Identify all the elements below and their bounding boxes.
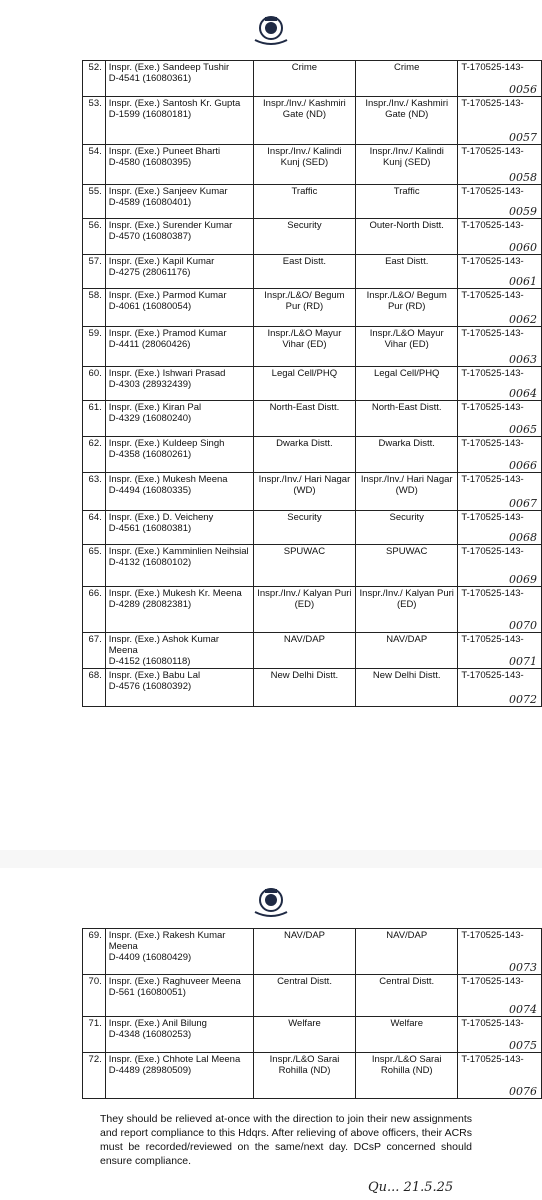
order-code — [458, 289, 542, 327]
table-row — [83, 545, 542, 587]
order-code — [458, 401, 542, 437]
order-code-text: T-170525-143- — [461, 1054, 524, 1065]
order-code — [458, 185, 542, 219]
table-row — [83, 929, 542, 975]
order-code-text: T-170525-143- — [461, 930, 524, 941]
officer-id-line: D-4541 (16080361) — [108, 73, 192, 84]
new-posting: Crime — [356, 61, 458, 97]
officer-name — [105, 473, 253, 511]
officer-id-line: D-4494 (16080335) — [108, 485, 192, 496]
table-row — [83, 97, 542, 145]
present-posting: Crime — [253, 61, 355, 97]
table-row — [83, 289, 542, 327]
handwritten-number: 0059 — [509, 205, 537, 218]
order-code — [458, 145, 542, 185]
officer-name — [105, 219, 253, 255]
officer-name — [105, 669, 253, 707]
officer-name-line: Inspr. (Exe.) Parmod Kumar — [108, 290, 227, 301]
table-row — [83, 401, 542, 437]
order-code — [458, 97, 542, 145]
order-code-text: T-170525-143- — [461, 588, 524, 599]
officer-name-line: Inspr. (Exe.) Ashok Kumar Meena — [108, 634, 220, 656]
order-code-text: T-170525-143- — [461, 474, 524, 485]
officer-name-line: Inspr. (Exe.) Kuldeep Singh — [108, 438, 225, 449]
order-code-text: T-170525-143- — [461, 186, 524, 197]
officer-name — [105, 97, 253, 145]
serial-number: 67. — [83, 633, 106, 669]
order-code-text: T-170525-143- — [461, 512, 524, 523]
police-emblem-icon — [251, 14, 291, 48]
handwritten-number: 0076 — [509, 1085, 537, 1098]
officer-id-line: D-4411 (28060426) — [108, 339, 191, 350]
officer-id-line: D-561 (16080051) — [108, 987, 186, 998]
officer-id-line: D-4329 (16080240) — [108, 413, 192, 424]
table-row — [83, 633, 542, 669]
order-code — [458, 511, 542, 545]
officer-name-line: Inspr. (Exe.) D. Veicheny — [108, 512, 214, 523]
handwritten-number: 0062 — [509, 313, 537, 326]
officer-id-line: D-4132 (16080102) — [108, 557, 192, 568]
table-row — [83, 61, 542, 97]
serial-number: 60. — [83, 367, 106, 401]
officer-name-line: Inspr. (Exe.) Mukesh Meena — [108, 474, 228, 485]
handwritten-number: 0075 — [509, 1039, 537, 1052]
handwritten-number: 0070 — [509, 619, 537, 632]
order-code-text: T-170525-143- — [461, 98, 524, 109]
table-row — [83, 511, 542, 545]
present-posting: East Distt. — [253, 255, 355, 289]
new-posting: Traffic — [356, 185, 458, 219]
new-posting: East Distt. — [356, 255, 458, 289]
officer-id-line: D-4289 (28082381) — [108, 599, 192, 610]
page-gap — [0, 850, 542, 868]
order-code — [458, 669, 542, 707]
new-posting: Inspr./Inv./ Hari Nagar (WD) — [356, 473, 458, 511]
officer-name-line: Inspr. (Exe.) Puneet Bharti — [108, 146, 221, 157]
officer-id-line: D-1599 (16080181) — [108, 109, 192, 120]
closing-instruction: They should be relieved at-once with the direction to join their new assignments and report compliance to this Hdqrs. After relieving of above officers, their ACRs must be recorded/reviewed on the same/next day. DCsP concerned should ensure compliance. — [100, 1113, 472, 1167]
serial-number: 55. — [83, 185, 106, 219]
table-row — [83, 145, 542, 185]
handwritten-number: 0060 — [509, 241, 537, 254]
handwritten-number: 0063 — [509, 353, 537, 366]
officer-name — [105, 975, 253, 1017]
table-row — [83, 669, 542, 707]
officer-id-line: D-4275 (28061176) — [108, 267, 191, 278]
officer-name — [105, 367, 253, 401]
table-row — [83, 1017, 542, 1053]
handwritten-number: 0061 — [509, 275, 537, 288]
new-posting: Outer-North Distt. — [356, 219, 458, 255]
new-posting: NAV/DAP — [356, 929, 458, 975]
order-code — [458, 255, 542, 289]
officer-name — [105, 185, 253, 219]
present-posting: Dwarka Distt. — [253, 437, 355, 473]
posting-table-page-1 — [82, 60, 542, 707]
handwritten-number: 0068 — [509, 531, 537, 544]
table-row — [83, 437, 542, 473]
present-posting: Inspr./Inv./ Kashmiri Gate (ND) — [253, 97, 355, 145]
serial-number: 70. — [83, 975, 106, 1017]
officer-name — [105, 929, 253, 975]
present-posting: Welfare — [253, 1017, 355, 1053]
officer-name — [105, 633, 253, 669]
officer-name-line: Inspr. (Exe.) Sandeep Tushir — [108, 62, 230, 73]
order-code — [458, 473, 542, 511]
table-row — [83, 975, 542, 1017]
order-code — [458, 1053, 542, 1099]
present-posting: Central Distt. — [253, 975, 355, 1017]
serial-number: 63. — [83, 473, 106, 511]
order-code — [458, 545, 542, 587]
present-posting: SPUWAC — [253, 545, 355, 587]
table-row — [83, 255, 542, 289]
new-posting: Inspr./L&O/ Begum Pur (RD) — [356, 289, 458, 327]
present-posting: North-East Distt. — [253, 401, 355, 437]
officer-id-line: D-4303 (28932439) — [108, 379, 192, 390]
new-posting: Inspr./Inv./ Kalyan Puri (ED) — [356, 587, 458, 633]
officer-name-line: Inspr. (Exe.) Anil Bilung — [108, 1018, 207, 1029]
order-code — [458, 1017, 542, 1053]
serial-number: 59. — [83, 327, 106, 367]
handwritten-number: 0056 — [509, 83, 537, 96]
serial-number: 57. — [83, 255, 106, 289]
officer-name — [105, 327, 253, 367]
serial-number: 62. — [83, 437, 106, 473]
present-posting: Security — [253, 511, 355, 545]
table-row — [83, 473, 542, 511]
officer-name — [105, 511, 253, 545]
officer-name-line: Inspr. (Exe.) Kapil Kumar — [108, 256, 215, 267]
order-code — [458, 219, 542, 255]
handwritten-number: 0074 — [509, 1003, 537, 1016]
order-code-text: T-170525-143- — [461, 146, 524, 157]
serial-number: 69. — [83, 929, 106, 975]
officer-id-line: D-4061 (16080054) — [108, 301, 192, 312]
serial-number: 61. — [83, 401, 106, 437]
officer-name — [105, 1017, 253, 1053]
serial-number: 68. — [83, 669, 106, 707]
handwritten-number: 0073 — [509, 961, 537, 974]
new-posting: Legal Cell/PHQ — [356, 367, 458, 401]
officer-name-line: Inspr. (Exe.) Pramod Kumar — [108, 328, 227, 339]
order-code-text: T-170525-143- — [461, 368, 524, 379]
order-code — [458, 437, 542, 473]
officer-id-line: D-4589 (16080401) — [108, 197, 192, 208]
table-row — [83, 1053, 542, 1099]
table-row — [83, 587, 542, 633]
officer-id-line: D-4409 (16080429) — [108, 952, 192, 963]
present-posting: NAV/DAP — [253, 929, 355, 975]
officer-name — [105, 587, 253, 633]
new-posting: Dwarka Distt. — [356, 437, 458, 473]
new-posting: Inspr./Inv./ Kalindi Kunj (SED) — [356, 145, 458, 185]
handwritten-signature: Qu... 21.5.25 — [368, 1180, 454, 1195]
handwritten-number: 0066 — [509, 459, 537, 472]
order-code-text: T-170525-143- — [461, 976, 524, 987]
order-code — [458, 367, 542, 401]
order-code-text: T-170525-143- — [461, 402, 524, 413]
present-posting: Inspr./Inv./ Hari Nagar (WD) — [253, 473, 355, 511]
order-code-text: T-170525-143- — [461, 1018, 524, 1029]
officer-id-line: D-4358 (16080261) — [108, 449, 192, 460]
officer-name-line: Inspr. (Exe.) Surender Kumar — [108, 220, 233, 231]
present-posting: Traffic — [253, 185, 355, 219]
order-code-text: T-170525-143- — [461, 220, 524, 231]
serial-number: 58. — [83, 289, 106, 327]
officer-name — [105, 437, 253, 473]
officer-name — [105, 289, 253, 327]
order-code-text: T-170525-143- — [461, 670, 524, 681]
new-posting: Central Distt. — [356, 975, 458, 1017]
new-posting: New Delhi Distt. — [356, 669, 458, 707]
new-posting: Welfare — [356, 1017, 458, 1053]
present-posting: Inspr./L&O/ Begum Pur (RD) — [253, 289, 355, 327]
table-row — [83, 327, 542, 367]
new-posting: Security — [356, 511, 458, 545]
order-code — [458, 975, 542, 1017]
order-code-text: T-170525-143- — [461, 546, 524, 557]
serial-number: 52. — [83, 61, 106, 97]
officer-name — [105, 1053, 253, 1099]
handwritten-number: 0072 — [509, 693, 537, 706]
order-code — [458, 587, 542, 633]
officer-name-line: Inspr. (Exe.) Raghuveer Meena — [108, 976, 241, 987]
present-posting: Security — [253, 219, 355, 255]
officer-name — [105, 61, 253, 97]
officer-name-line: Inspr. (Exe.) Chhote Lal Meena — [108, 1054, 241, 1065]
new-posting: Inspr./L&O Sarai Rohilla (ND) — [356, 1053, 458, 1099]
order-code-text: T-170525-143- — [461, 290, 524, 301]
order-code-text: T-170525-143- — [461, 62, 524, 73]
handwritten-number: 0058 — [509, 171, 537, 184]
table-row — [83, 367, 542, 401]
handwritten-number: 0064 — [509, 387, 537, 400]
serial-number: 53. — [83, 97, 106, 145]
handwritten-number: 0065 — [509, 423, 537, 436]
officer-id-line: D-4576 (16080392) — [108, 681, 192, 692]
present-posting: Inspr./L&O Mayur Vihar (ED) — [253, 327, 355, 367]
officer-id-line: D-4580 (16080395) — [108, 157, 192, 168]
officer-name-line: Inspr. (Exe.) Rakesh Kumar Meena — [108, 930, 226, 952]
serial-number: 64. — [83, 511, 106, 545]
handwritten-number: 0071 — [509, 655, 537, 668]
officer-id-line: D-4561 (16080381) — [108, 523, 192, 534]
officer-id-line: D-4152 (16080118) — [108, 656, 191, 667]
order-code-text: T-170525-143- — [461, 328, 524, 339]
officer-id-line: D-4570 (16080387) — [108, 231, 192, 242]
handwritten-number: 0067 — [509, 497, 537, 510]
handwritten-number: 0057 — [509, 131, 537, 144]
officer-name-line: Inspr. (Exe.) Babu Lal — [108, 670, 201, 681]
present-posting: Inspr./Inv./ Kalyan Puri (ED) — [253, 587, 355, 633]
order-code — [458, 929, 542, 975]
posting-table-page-2 — [82, 928, 542, 1099]
serial-number: 71. — [83, 1017, 106, 1053]
officer-id-line: D-4489 (28980509) — [108, 1065, 192, 1076]
officer-id-line: D-4348 (16080253) — [108, 1029, 192, 1040]
present-posting: Inspr./L&O Sarai Rohilla (ND) — [253, 1053, 355, 1099]
table-row — [83, 219, 542, 255]
table-row — [83, 185, 542, 219]
officer-name-line: Inspr. (Exe.) Kamminlien Neihsial — [108, 546, 249, 557]
serial-number: 72. — [83, 1053, 106, 1099]
officer-name-line: Inspr. (Exe.) Mukesh Kr. Meena — [108, 588, 242, 599]
new-posting: Inspr./Inv./ Kashmiri Gate (ND) — [356, 97, 458, 145]
officer-name-line: Inspr. (Exe.) Santosh Kr. Gupta — [108, 98, 241, 109]
officer-name — [105, 145, 253, 185]
serial-number: 56. — [83, 219, 106, 255]
officer-name — [105, 401, 253, 437]
order-code-text: T-170525-143- — [461, 438, 524, 449]
officer-name — [105, 545, 253, 587]
serial-number: 54. — [83, 145, 106, 185]
order-code-text: T-170525-143- — [461, 256, 524, 267]
order-code — [458, 633, 542, 669]
new-posting: SPUWAC — [356, 545, 458, 587]
present-posting: NAV/DAP — [253, 633, 355, 669]
new-posting: North-East Distt. — [356, 401, 458, 437]
serial-number: 65. — [83, 545, 106, 587]
new-posting: Inspr./L&O Mayur Vihar (ED) — [356, 327, 458, 367]
order-code — [458, 327, 542, 367]
handwritten-number: 0069 — [509, 573, 537, 586]
new-posting: NAV/DAP — [356, 633, 458, 669]
order-code-text: T-170525-143- — [461, 634, 524, 645]
officer-name — [105, 255, 253, 289]
serial-number: 66. — [83, 587, 106, 633]
present-posting: Inspr./Inv./ Kalindi Kunj (SED) — [253, 145, 355, 185]
police-emblem-icon — [251, 886, 291, 920]
order-code — [458, 61, 542, 97]
officer-name-line: Inspr. (Exe.) Kiran Pal — [108, 402, 202, 413]
present-posting: New Delhi Distt. — [253, 669, 355, 707]
officer-name-line: Inspr. (Exe.) Ishwari Prasad — [108, 368, 226, 379]
officer-name-line: Inspr. (Exe.) Sanjeev Kumar — [108, 186, 228, 197]
present-posting: Legal Cell/PHQ — [253, 367, 355, 401]
